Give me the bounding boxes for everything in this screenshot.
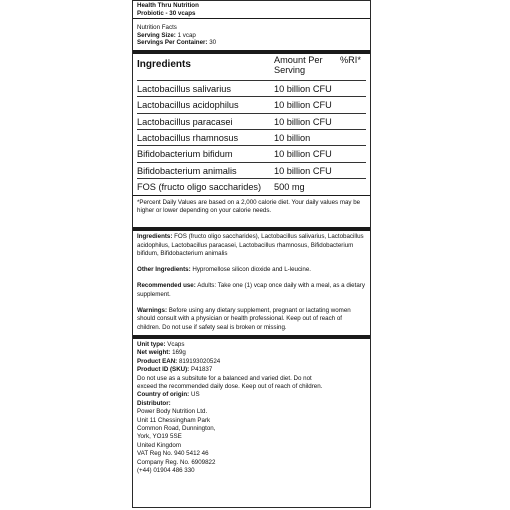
unit-type-line xyxy=(137,341,366,349)
product-name: Probiotic - 30 vcaps xyxy=(137,9,196,17)
sku-value: P41837 xyxy=(190,366,213,374)
ingredient-name: Lactobacillus rhamnosus xyxy=(137,130,274,146)
serving-facts xyxy=(133,24,370,47)
ingredient-ri xyxy=(340,130,366,146)
servings-value: 30 xyxy=(209,39,217,47)
warnings-text: Before using any dietary supplement, pregnant or lactating women should consult with a physician or health professional. Keep out of reach of children. Do not use if safety seal is broken or missing. xyxy=(137,307,351,331)
recommended-use-text: Adults: Take one (1) vcap once daily with a meal, as a dietary supplement. xyxy=(137,282,365,298)
origin-label: Country of origin: xyxy=(137,391,190,399)
distributor-line: United Kingdom xyxy=(137,441,182,449)
ingredient-ri xyxy=(340,146,366,162)
ingredient-amount: 10 billion CFU xyxy=(274,162,340,178)
ean-label: Product EAN: xyxy=(137,357,178,365)
net-weight-value: 169g xyxy=(172,349,186,357)
label-header xyxy=(133,1,370,17)
ean-line xyxy=(137,358,366,366)
origin-line xyxy=(137,391,366,399)
ingredient-amount: 10 billion CFU xyxy=(274,146,340,162)
disclaimer-line: exceed the recommended daily dose. Keep out of reach of children. xyxy=(137,382,323,390)
serving-size-value: 1 vcap xyxy=(177,31,196,39)
recommended-use-paragraph xyxy=(137,282,366,299)
sku-label: Product ID (SKU): xyxy=(137,366,190,374)
ingredients-table xyxy=(137,55,366,195)
ingredients-paragraph xyxy=(137,233,366,258)
ingredient-name: Lactobacillus acidophilus xyxy=(137,97,274,113)
divider xyxy=(133,18,370,19)
distributor-line: VAT Reg No. 940 5412 46 xyxy=(137,450,209,458)
col-ri: %RI* xyxy=(340,54,361,65)
thick-divider xyxy=(133,50,370,54)
ingredient-amount: 500 mg xyxy=(274,179,340,195)
other-ingredients-paragraph xyxy=(137,266,366,274)
ingredients-label: Ingredients: xyxy=(137,233,173,241)
details-block xyxy=(133,231,370,332)
col-ingredients: Ingredients xyxy=(137,59,191,71)
nutrition-label-panel xyxy=(132,0,371,508)
ingredients-table-wrap xyxy=(133,55,370,195)
ingredient-name: Bifidobacterium bifidum xyxy=(137,146,274,162)
ingredient-ri xyxy=(340,80,366,96)
servings-per-container-line xyxy=(137,39,366,47)
ingredient-ri xyxy=(340,113,366,129)
ingredient-ri xyxy=(340,97,366,113)
distributor-label: Distributor: xyxy=(137,399,171,407)
facts-title: Nutrition Facts xyxy=(137,24,177,32)
ingredient-ri xyxy=(340,162,366,178)
recommended-use-label: Recommended use: xyxy=(137,282,196,290)
ean-value: 819193020524 xyxy=(178,357,221,365)
ingredient-amount: 10 billion CFU xyxy=(274,113,340,129)
table-row xyxy=(137,162,366,178)
warnings-paragraph xyxy=(137,307,366,332)
distributor-line: Unit 11 Chessingham Park xyxy=(137,416,211,424)
other-ingredients-label: Other Ingredients: xyxy=(137,266,191,274)
distributor-line: (+44) 01904 486 330 xyxy=(137,466,195,474)
ingredient-amount: 10 billion xyxy=(274,130,340,146)
table-row xyxy=(137,130,366,146)
col-amount: Amount Per Serving xyxy=(274,54,323,76)
table-row xyxy=(137,179,366,195)
net-weight-line xyxy=(137,349,366,357)
distributor-line: Common Road, Dunnington, xyxy=(137,424,216,432)
sku-line xyxy=(137,366,366,374)
ingredients-text: FOS (fructo oligo saccharides), Lactobacillus salivarius, Lactobacillus acidophilus, Lactobacillus paracasei, Lactobacillus rhamnosus, Bifidobacterium bifidum, Bifidobacterium animalis xyxy=(137,233,364,257)
table-header-row xyxy=(137,55,366,80)
table-row xyxy=(137,80,366,96)
net-weight-label: Net weight: xyxy=(137,349,171,357)
origin-value: US xyxy=(190,391,200,399)
serving-size-label: Serving Size: xyxy=(137,31,176,39)
unit-type-value: Vcaps xyxy=(167,340,185,348)
table-row xyxy=(137,113,366,129)
table-row xyxy=(137,146,366,162)
warnings-label: Warnings: xyxy=(137,307,168,314)
ingredient-name: Lactobacillus paracasei xyxy=(137,113,274,129)
ingredient-name: Lactobacillus salivarius xyxy=(137,80,274,96)
servings-label: Servings Per Container: xyxy=(137,39,208,47)
serving-size-line xyxy=(137,32,366,40)
ingredient-amount: 10 billion CFU xyxy=(274,97,340,113)
table-row xyxy=(137,97,366,113)
ingredient-ri xyxy=(340,179,366,195)
ingredient-name: FOS (fructo oligo saccharides) xyxy=(137,179,274,195)
distributor-line: Power Body Nutrition Ltd. xyxy=(137,408,208,416)
other-ingredients-text: Hypromellose silicon dioxide and L-leucine. xyxy=(192,266,312,274)
distributor-line: Company Reg. No. 6909822 xyxy=(137,458,216,466)
unit-type-label: Unit type: xyxy=(137,340,166,348)
brand-name: Health Thru Nutrition xyxy=(137,2,199,9)
ingredient-name: Bifidobacterium animalis xyxy=(137,162,274,178)
product-info-block xyxy=(133,339,370,476)
ingredient-amount: 10 billion CFU xyxy=(274,80,340,96)
daily-value-note: *Percent Daily Values are based on a 2,000 calorie diet. Your daily values may be higher or lower depending on your calorie needs. xyxy=(137,198,361,214)
disclaimer-line: Do not use as a subsitute for a balanced and varied diet. Do not xyxy=(137,374,312,382)
distributor-line: York, YO19 5SE xyxy=(137,433,182,441)
